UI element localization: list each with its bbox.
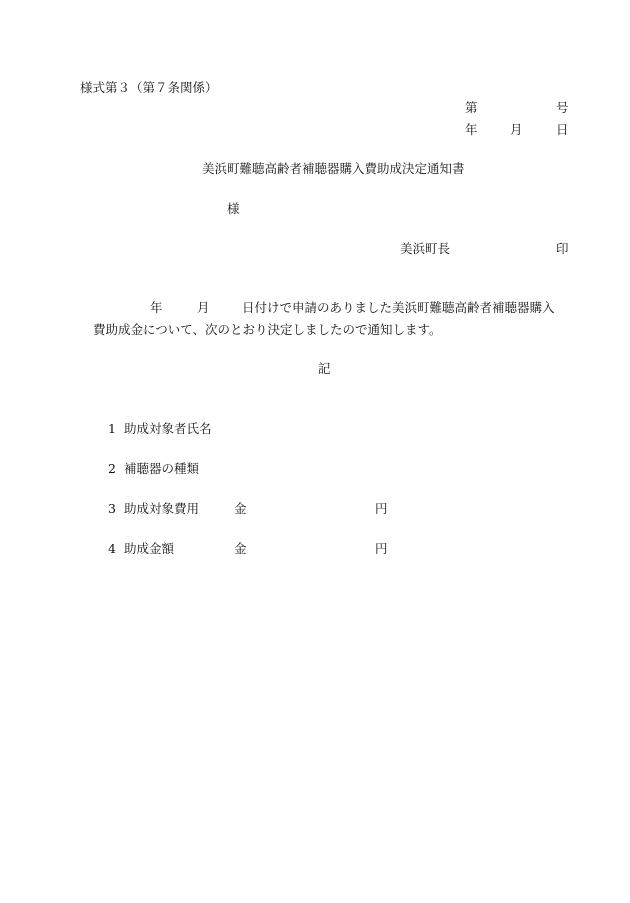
item-label: 助成対象費用: [124, 501, 200, 516]
item-number: 3: [108, 501, 116, 516]
seal-mark: 印: [556, 241, 569, 256]
date-month-label: 月: [510, 122, 523, 137]
ki-heading: 記: [318, 361, 331, 376]
date-year-label: 年: [465, 122, 478, 137]
amount-prefix: 金: [234, 541, 247, 556]
date-day-label: 日: [556, 122, 569, 137]
item-label: 補聴器の種類: [124, 461, 200, 476]
document-title: 美浜町難聴高齢者補聴器購入費助成決定通知書: [202, 161, 465, 176]
item-number: 2: [108, 461, 116, 476]
issuer-name: 美浜町長: [400, 241, 451, 256]
document-number-suffix: 号: [556, 100, 569, 115]
amount-unit: 円: [375, 541, 388, 556]
item-number: 1: [108, 421, 116, 436]
item-label: 助成対象者氏名: [124, 421, 212, 436]
body-month-label: 月: [197, 300, 210, 315]
item-number: 4: [108, 541, 116, 556]
document-number-prefix: 第: [465, 100, 478, 115]
body-text-line-1: 日付けで申請のありました美浜町難聴高齢者補聴器購入: [242, 300, 555, 315]
item-label: 助成金額: [124, 541, 175, 556]
body-year-label: 年: [150, 300, 163, 315]
amount-unit: 円: [375, 501, 388, 516]
form-label: 様式第３（第７条関係）: [80, 80, 218, 95]
body-text-line-2: 費助成金について、次のとおり決定しましたので通知します。: [93, 322, 442, 337]
amount-prefix: 金: [234, 501, 247, 516]
addressee-suffix: 様: [227, 201, 240, 216]
